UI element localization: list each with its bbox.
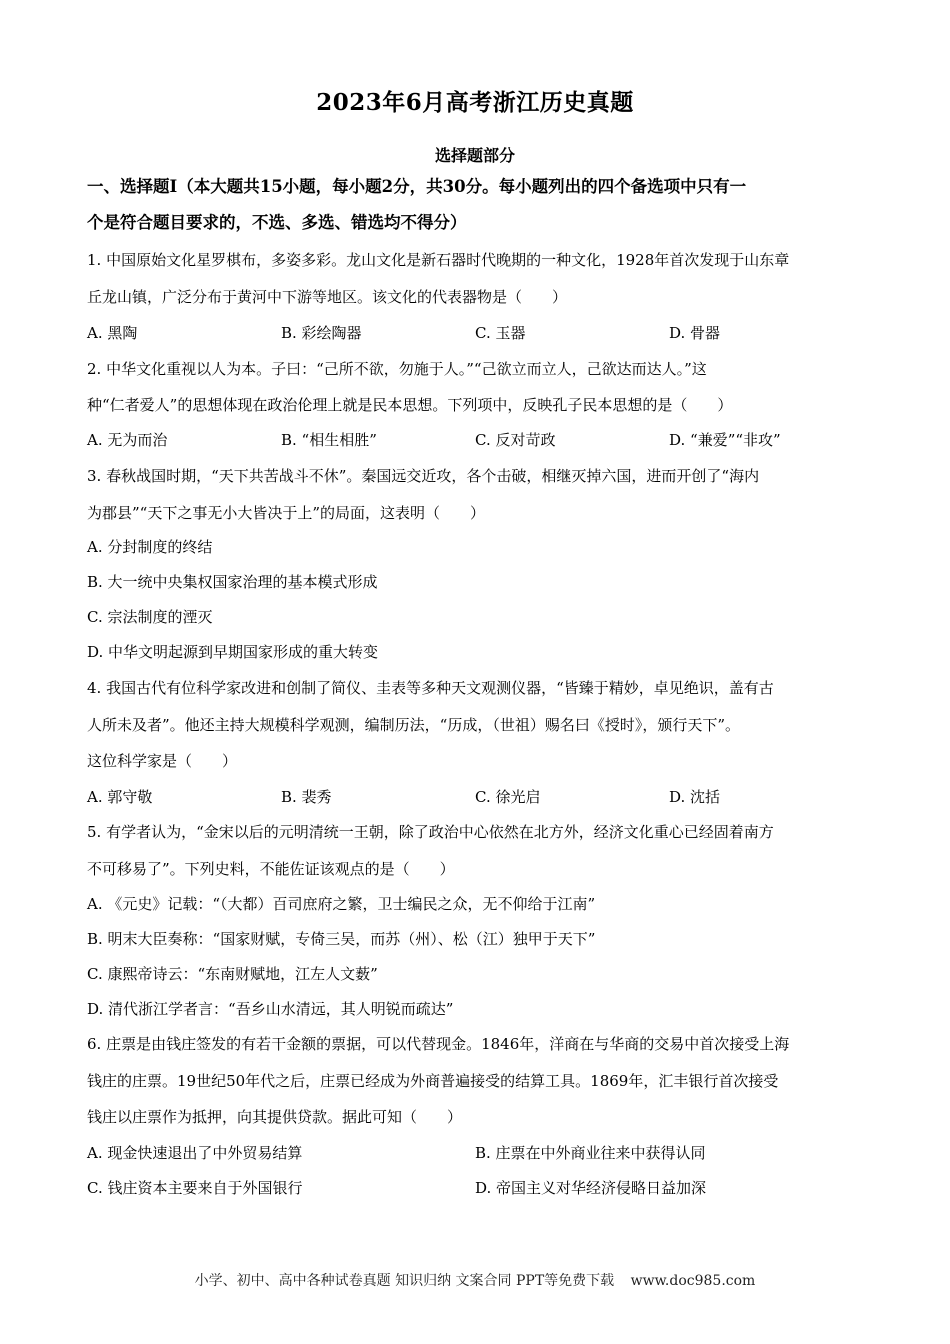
question-6-stem-line-3: 钱庄以庄票作为抵押，向其提供贷款。据此可知（ ） (87, 1108, 463, 1126)
question-4-stem-line-2: 人所未及者”。他还主持大规模科学观测，编制历法，“历成，（世祖）赐名曰《授时》，颁行天下”。 (87, 716, 741, 734)
question-5-option-d: D. 清代浙江学者言：“吾乡山水清远，其人明锐而疏达” (87, 1000, 454, 1018)
question-1-option-b: B. 彩绘陶器 (281, 324, 362, 342)
question-5-option-c: C. 康熙帝诗云：“东南财赋地，江左人文薮” (87, 965, 378, 983)
question-6-stem-line-2: 钱庄的庄票。19世纪50年代之后，庄票已经成为外商普遍接受的结算工具。1869年，汇丰银行首次接受 (87, 1072, 779, 1090)
question-2-option-c: C. 反对苛政 (475, 431, 556, 449)
question-2-stem-line-2: 种“仁者爱人”的思想体现在政治伦理上就是民本思想。下列项中，反映孔子民本思想的是（ ） (87, 396, 733, 414)
question-1-option-d: D. 骨器 (669, 324, 721, 342)
question-4-option-b: B. 裴秀 (281, 788, 332, 806)
question-3-stem-line-1: 3. 春秋战国时期，“天下共苦战斗不休”。秦国远交近攻，各个击破，相继灭掉六国，进而开创了“海内 (87, 467, 760, 485)
question-6-option-b: B. 庄票在中外商业往来中获得认同 (475, 1144, 706, 1162)
question-3-stem-line-2: 为郡县”“天下之事无小大皆决于上”的局面，这表明（ ） (87, 504, 486, 522)
question-5-option-b: B. 明末大臣奏称：“国家财赋，专倚三吴，而苏（州）、松（江）独甲于天下” (87, 930, 596, 948)
footer-text: 小学、初中、高中各种试卷真题 知识归纳 文案合同 PPT等免费下载 (194, 1273, 615, 1289)
question-6-option-c: C. 钱庄资本主要来自于外国银行 (87, 1179, 303, 1197)
question-5-stem-line-1: 5. 有学者认为，“金宋以后的元明清统一王朝，除了政治中心依然在北方外，经济文化重心已经固着南方 (87, 823, 774, 841)
question-4-stem-line-1: 4. 我国古代有位科学家改进和创制了简仪、圭表等多种天文观测仪器，“皆臻于精妙，卓见绝识，盖有古 (87, 679, 774, 697)
question-1-option-c: C. 玉器 (475, 324, 526, 342)
question-6-stem-line-1: 6. 庄票是由钱庄签发的有若干金额的票据，可以代替现金。1846年，洋商在与华商的交易中首次接受上海 (87, 1035, 790, 1053)
question-4-option-c: C. 徐光启 (475, 788, 541, 806)
question-3-option-d: D. 中华文明起源到早期国家形成的重大转变 (87, 643, 379, 661)
question-1-stem-line-1: 1. 中国原始文化星罗棋布，多姿多彩。龙山文化是新石器时代晚期的一种文化，1928年首次发现于山东章 (87, 251, 790, 269)
question-2-option-d: D. “兼爱”“非攻” (669, 431, 781, 449)
question-2-stem-line-1: 2. 中华文化重视以人为本。子曰：“己所不欲，勿施于人。”“己欲立而立人，己欲达而达人。”这 (87, 360, 707, 378)
question-5-stem-line-2: 不可移易了”。下列史料，不能佐证该观点的是（ ） (87, 860, 455, 878)
question-2-option-a: A. 无为而治 (87, 431, 168, 449)
question-4-option-d: D. 沈括 (669, 788, 721, 806)
question-4-option-a: A. 郭守敬 (87, 788, 153, 806)
question-5-option-a: A. 《元史》记载：“（大都）百司庶府之繁，卫士编民之众，无不仰给于江南” (87, 895, 596, 913)
page-title: 2023年6月高考浙江历史真题 (316, 89, 634, 116)
question-3-option-b: B. 大一统中央集权国家治理的基本模式形成 (87, 573, 378, 591)
question-3-option-c: C. 宗法制度的湮灭 (87, 608, 213, 626)
question-1-stem-line-2: 丘龙山镇，广泛分布于黄河中下游等地区。该文化的代表器物是（ ） (87, 288, 568, 306)
instructions-line-1: 一、选择题Ⅰ（本大题共15小题，每小题2分，共30分。每小题列出的四个备选项中只有一 (87, 177, 747, 196)
question-3-option-a: A. 分封制度的终结 (87, 538, 213, 556)
question-4-stem-line-3: 这位科学家是（ ） (87, 752, 238, 770)
question-1-option-a: A. 黑陶 (87, 324, 138, 342)
question-6-option-a: A. 现金快速退出了中外贸易结算 (87, 1144, 303, 1162)
question-6-option-d: D. 帝国主义对华经济侵略日益加深 (475, 1179, 707, 1197)
question-2-option-b: B. “相生相胜” (281, 431, 377, 449)
page-footer (0, 1270, 950, 1290)
footer-link[interactable]: www.doc985.com (630, 1273, 756, 1289)
instructions-line-2: 个是符合题目要求的，不选、多选、错选均不得分） (87, 213, 467, 232)
section-heading: 选择题部分 (434, 146, 515, 165)
